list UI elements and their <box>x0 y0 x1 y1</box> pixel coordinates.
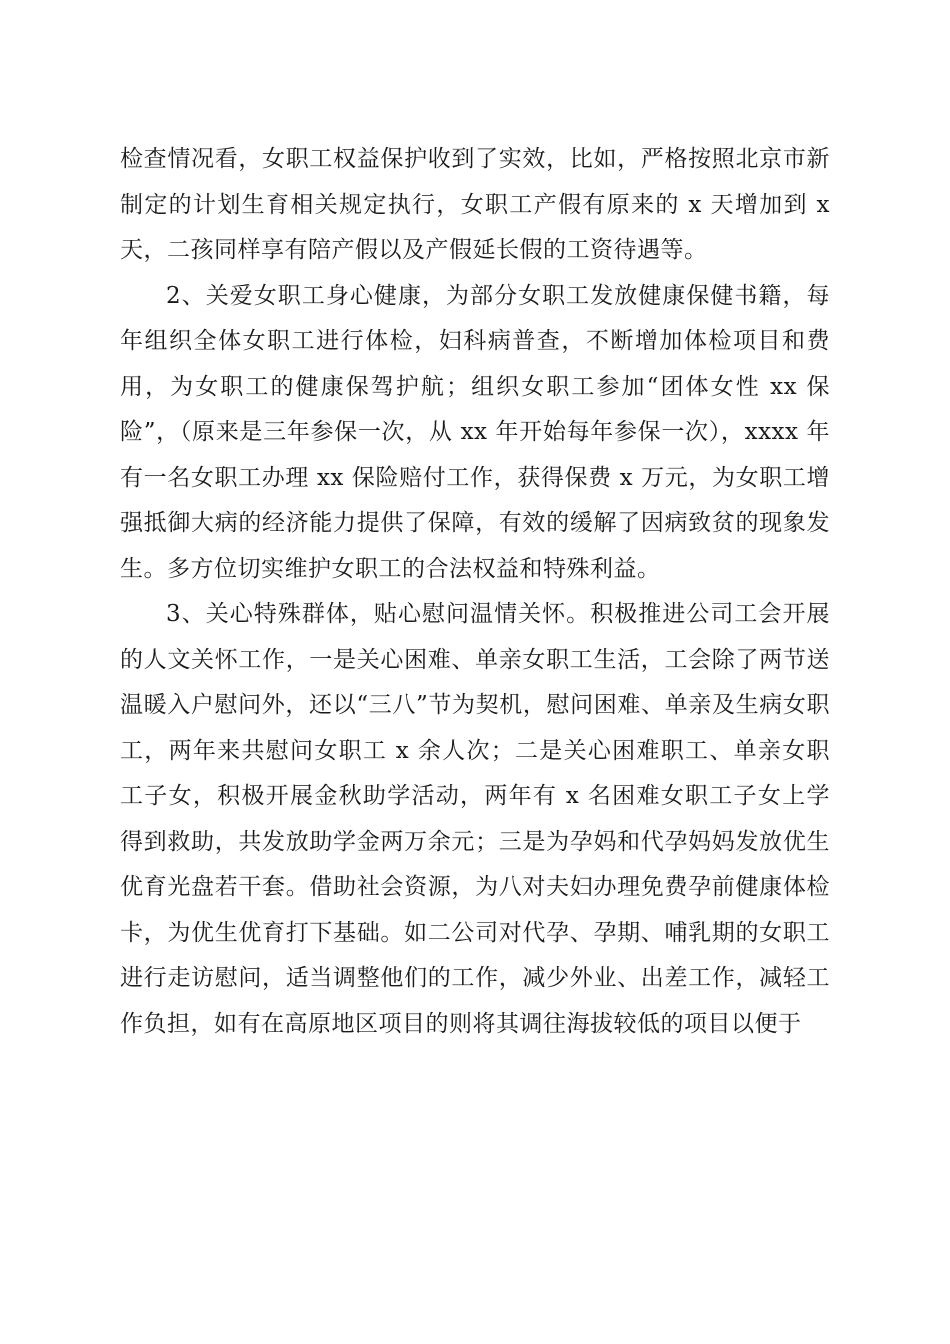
document-body <box>120 137 830 1047</box>
paragraph-health-care: 2、关爱女职工身心健康，为部分女职工发放健康保健书籍，每年组织全体女职工进行体检，妇科病普查，不断增加体检项目和费用，为女职工的健康保驾护航；组织女职工参加“团体女性 xx 保险”，（原来是三年参保一次，从 xx 年开始每年参保一次），xxxx 年有一名女职工办理 xx 保险赔付工作，获得保费 x 万元，为女职工增强抵御大病的经济能力提供了保障，有效的缓解了因病致贫的现象发生。多方位切实维护女职工的合法权益和特殊利益。 <box>120 282 830 582</box>
paragraph-special-groups: 3、关心特殊群体，贴心慰问温情关怀。积极推进公司工会开展的人文关怀工作，一是关心困难、单亲女职工生活，工会除了两节送温暖入户慰问外，还以“三八”节为契机，慰问困难、单亲及生病女职工，两年来共慰问女职工 x 余人次；二是关心困难职工、单亲女职工子女，积极开展金秋助学活动，两年有 x 名困难女职工子女上学得到救助，共发放助学金两万余元；三是为孕妈和代孕妈妈发放优生优育光盘若干套。借助社会资源，为八对夫妇办理免费孕前健康体检卡，为优生优育打下基础。如二公司对代孕、孕期、哺乳期的女职工进行走访慰问，适当调整他们的工作，减少外业、出差工作，减轻工作负担，如有在高原地区项目的则将其调往海拔较低的项目以便于 <box>120 601 830 1037</box>
paragraph-continuation: 检查情况看，女职工权益保护收到了实效，比如，严格按照北京市新制定的计划生育相关规定执行，女职工产假有原来的 x 天增加到 x 天，二孩同样享有陪产假以及产假延长假的工资待遇等。 <box>120 146 830 263</box>
